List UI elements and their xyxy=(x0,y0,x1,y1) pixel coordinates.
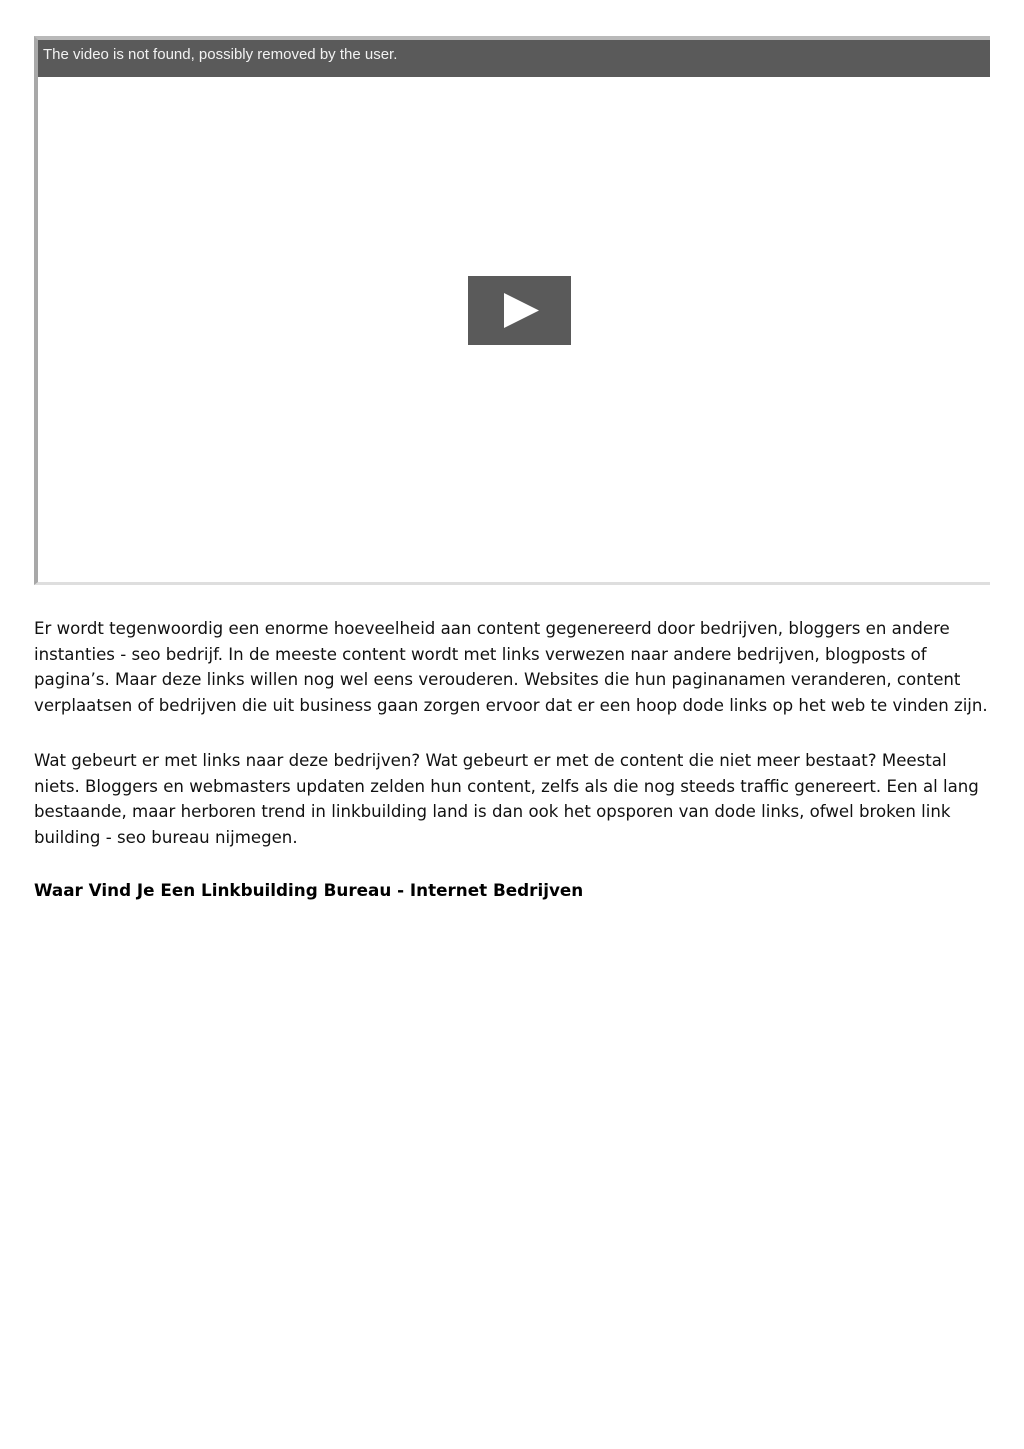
article-paragraph xyxy=(34,616,994,718)
paragraph-line: verplaatsen of bedrijven die uit business gaan zorgen ervoor dat er een hoop dode links op het web te vinden zijn. xyxy=(34,695,988,715)
paragraph-line: Er wordt tegenwoordig een enorme hoeveelheid aan content gegenereerd door bedrijven, bloggers en andere xyxy=(34,619,950,638)
paragraph-line: pagina’s. Maar deze links willen nog wel eens verouderen. Websites die hun paginanamen veranderen, content xyxy=(34,670,961,690)
article-heading: Waar Vind Je Een Linkbuilding Bureau - Internet Bedrijven xyxy=(34,880,584,900)
paragraph-line: Wat gebeurt er met links naar deze bedrijven? Wat gebeurt er met de content die niet meer bestaat? Meestal xyxy=(34,751,947,770)
paragraph-line: niets. Bloggers en webmasters updaten zelden hun content, zelfs als die nog steeds traffic genereert. Een al lang xyxy=(34,776,979,796)
play-icon xyxy=(468,276,571,345)
paragraph-line: instanties - seo bedrijf. In de meeste content wordt met links verwezen naar andere bedrijven, blogposts of xyxy=(34,644,927,664)
video-error-message: The video is not found, possibly removed by the user. xyxy=(38,40,990,77)
article-paragraph xyxy=(34,748,979,850)
paragraph-line: bestaande, maar herboren trend in linkbuilding land is dan ook het opsporen van dode links, ofwel broken link xyxy=(34,802,951,822)
video-embed[interactable] xyxy=(34,36,990,585)
play-button[interactable] xyxy=(468,276,571,345)
paragraph-line: building - seo bureau nijmegen. xyxy=(34,827,298,847)
article-body xyxy=(34,616,994,900)
